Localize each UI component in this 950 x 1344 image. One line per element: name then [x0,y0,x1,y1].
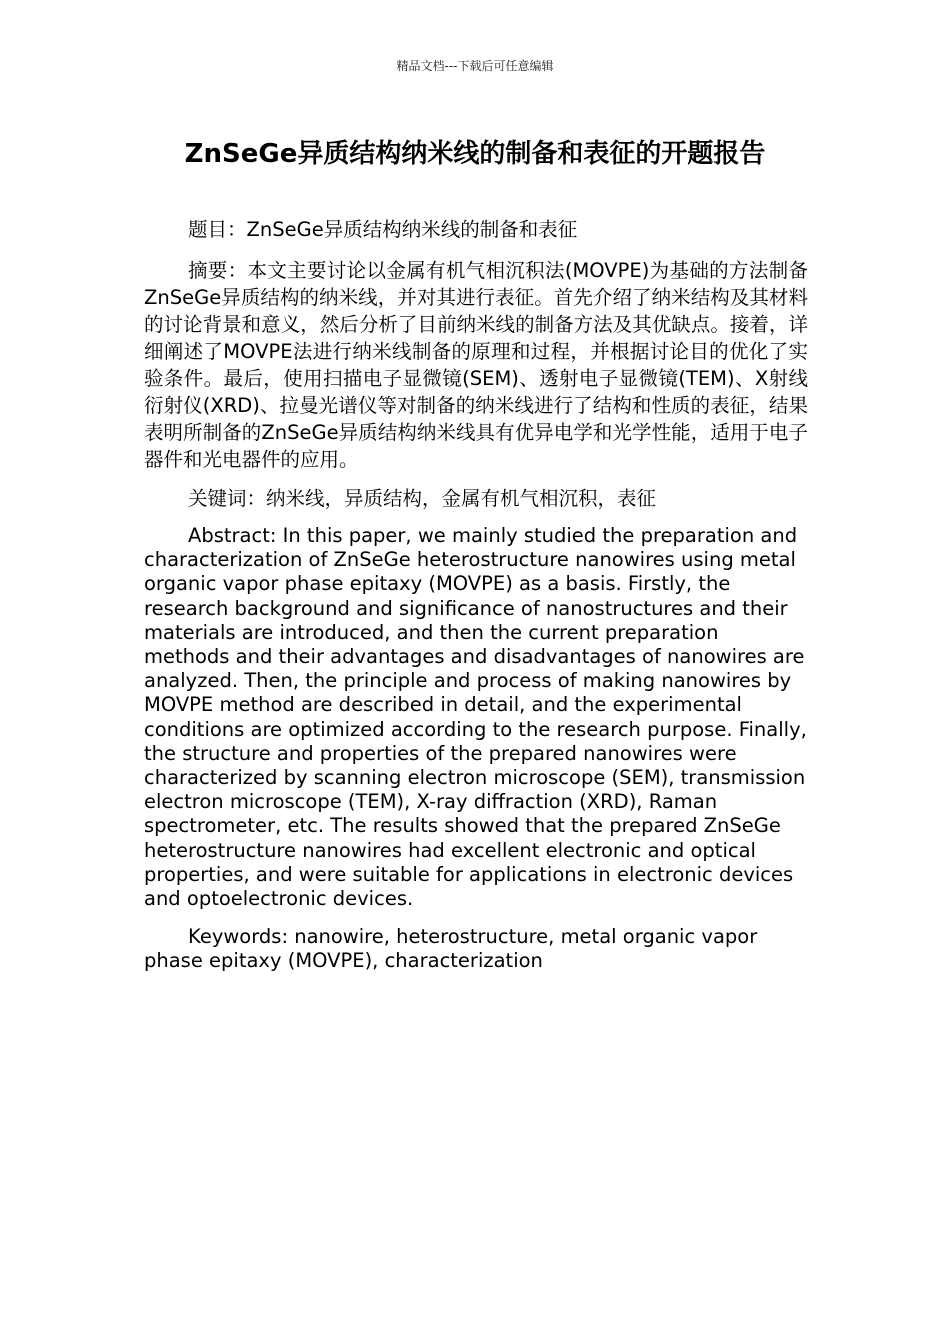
header-note: 精品文档---下载后可任意编辑 [396,59,554,73]
keywords-chinese: 关键词：纳米线，异质结构，金属有机气相沉积，表征 [188,487,657,510]
topic-line: 题目：ZnSeGe异质结构纳米线的制备和表征 [188,218,578,241]
document-body [144,216,808,988]
keywords-english: Keywords: nanowire, heterostructure, metal organic vapor phase epitaxy (MOVPE), characterization [144,925,758,973]
abstract-chinese: 摘要：本文主要讨论以金属有机气相沉积法(MOVPE)为基础的方法制备ZnSeGe异质结构的纳米线，并对其进行表征。首先介绍了纳米结构及其材料的讨论背景和意义，然后分析了目前纳米线的制备方法及其优缺点。接着，详细阐述了MOVPE法进行纳米线制备的原理和过程，并根据讨论目的优化了实验条件。最后，使用扫描电子显微镜(SEM)、透射电子显微镜(TEM)、X射线衍射仪(XRD)、拉曼光谱仪等对制备的纳米线进行了结构和性质的表征，结果表明所制备的ZnSeGe异质结构纳米线具有优异电学和光学性能，适用于电子器件和光电器件的应用。 [144,259,808,471]
abstract-english: Abstract: In this paper, we mainly studied the preparation and characterization of ZnSeGe heterostructure nanowires using metal organic vapor phase epitaxy (MOVPE) as a basis. Firstly, the research background and significance of nanostructures and their materials are introduced, and then the current preparation methods and their advantages and disadvantages of nanowires are analyzed. Then, the principle and process of making nanowires by MOVPE method are described in detail, and the experimental conditions are optimized according to the research purpose. Finally, the structure and properties of the prepared nanowires were characterized by scanning electron microscope (SEM), transmission electron microscope (TEM), X-ray diffraction (XRD), Raman spectrometer, etc. The results showed that the prepared ZnSeGe heterostructure nanowires had excellent electronic and optical properties, and were suitable for applications in electronic devices and optoelectronic devices. [144,524,807,911]
document-title: ZnSeGe异质结构纳米线的制备和表征的开题报告 [184,139,766,169]
